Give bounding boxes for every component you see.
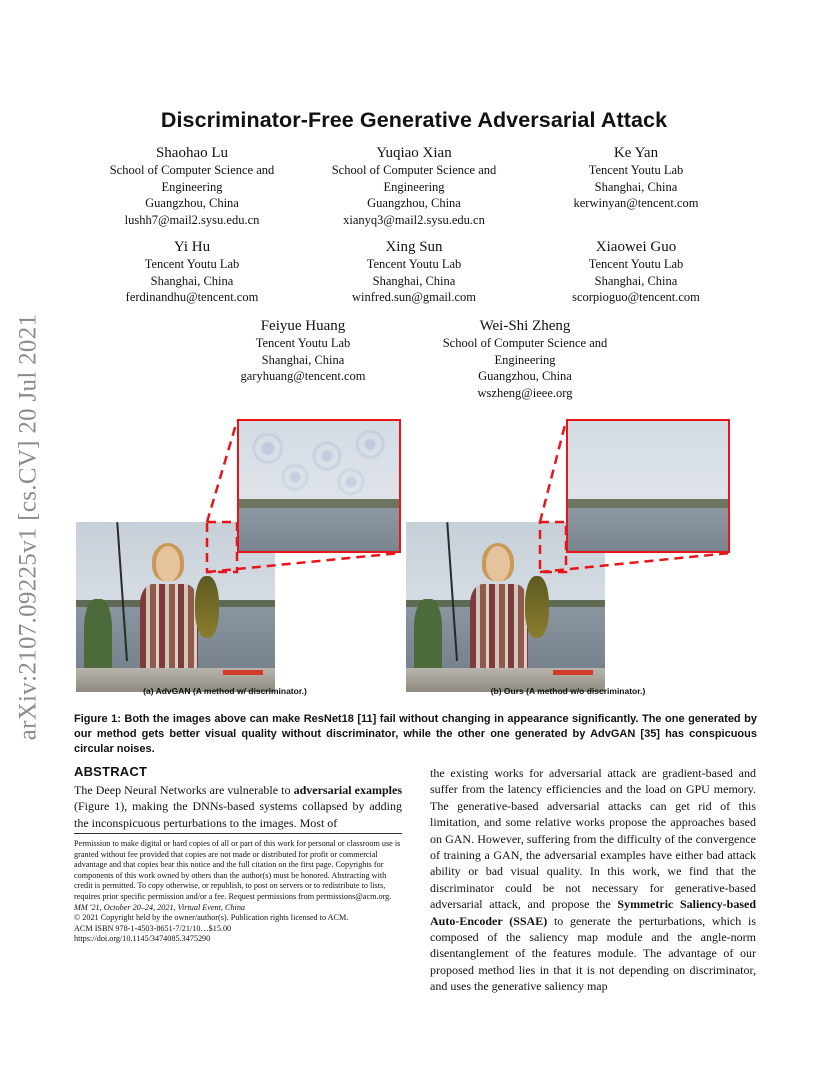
author-name: Wei-Shi Zheng — [479, 318, 571, 334]
author-affiliation: Engineering — [383, 179, 445, 194]
author-affiliation: Tencent Youtu Lab — [144, 257, 240, 271]
author-affiliation: Tencent Youtu Lab — [366, 257, 462, 271]
author-location: Shanghai, China — [594, 179, 678, 194]
author-block — [516, 238, 756, 306]
author-affiliation: Engineering — [161, 179, 223, 194]
venue-line: MM '21, October 20–24, 2021, Virtual Event, China — [74, 902, 246, 912]
abstract-right-column — [430, 765, 756, 995]
author-email: garyhuang@tencent.com — [240, 369, 366, 383]
author-block — [405, 317, 645, 401]
author-affiliation: School of Computer Science and — [442, 336, 608, 350]
author-affiliation: School of Computer Science and — [109, 163, 275, 177]
zoom-source-box-ours — [540, 522, 566, 572]
zoom-source-box-advgan — [207, 522, 237, 572]
author-block — [72, 144, 312, 228]
author-affiliation: Tencent Youtu Lab — [588, 257, 684, 271]
zoom-connectors — [0, 412, 828, 702]
doi-link[interactable]: https://doi.org/10.1145/3474085.3475290 — [74, 934, 211, 944]
author-email: winfred.sun@gmail.com — [352, 290, 476, 304]
author-location: Shanghai, China — [372, 273, 456, 288]
connector-line — [207, 421, 237, 522]
author-email: lushh7@mail2.sysu.edu.cn — [124, 212, 260, 227]
author-email: ferdinandhu@tencent.com — [125, 290, 259, 304]
connector-line — [540, 421, 566, 522]
subcaption-b: (b) Ours (A method w/o discriminator.) — [490, 686, 646, 696]
figure-1 — [0, 412, 828, 702]
author-name: Shaohao Lu — [155, 145, 229, 161]
abstract-left-column — [74, 782, 402, 831]
permission-block — [74, 839, 402, 945]
footnote-rule — [74, 833, 402, 834]
permission-text: Permission to make digital or hard copies of all or part of this work for personal or classroom use is granted without fee provided that copies are not made or distributed for profit or commercial advantage and that copies bear this notice and the full citation on the first page. Copyrights for components of this work owned by others than the author(s) must be honored. Abstracting with credit is permitted. To copy otherwise, or republish, to post on servers or to redistribute to lists, requires prior specific permission and/or a fee. Request permissions from permissions@acm.org. — [74, 839, 401, 901]
author-email: wszheng@ieee.org — [477, 385, 573, 400]
abstract-heading: ABSTRACT — [74, 764, 148, 779]
abstract-text: The Deep Neural Networks are vulnerable to — [74, 783, 294, 797]
abstract-text: to generate the perturbations, which is composed of the saliency map module and the angle-norm disentanglement of the features module. The advantage of our proposed method lies in that it is not depending on discriminator, and uses the generative saliency map — [430, 913, 756, 994]
author-affiliation: Tencent Youtu Lab — [255, 336, 351, 350]
author-name: Xiaowei Guo — [595, 239, 677, 255]
author-block — [516, 144, 756, 212]
isbn-line: ACM ISBN 978-1-4503-8651-7/21/10…$15.00 — [74, 923, 232, 933]
author-affiliation: Tencent Youtu Lab — [588, 163, 684, 177]
author-block — [294, 238, 534, 306]
abstract-text: the existing works for adversarial attack are gradient-based and suffer from the latency efficiencies and the load on GPU memory. The generative-based adversarial attacks can get rid of this limitation, and some relative works propose the approaches based on GAN. However, suffering from the difficulty of the convergence of training a GAN, the adversarial examples have either bad attack ability or bad visual quality. In this work, we find that the discriminator could be not necessary for generative-based adversarial attack, and propose the — [430, 766, 756, 912]
paper-title: Discriminator-Free Generative Adversarial Attack — [160, 108, 668, 132]
arxiv-stamp-text: arXiv:2107.09225v1 [cs.CV] 20 Jul 2021 — [14, 313, 41, 741]
author-name: Yuqiao Xian — [376, 145, 452, 161]
author-affiliation: Engineering — [494, 352, 556, 367]
author-location: Guangzhou, China — [478, 369, 572, 383]
author-email: scorpioguo@tencent.com — [572, 290, 700, 304]
figure-caption: Figure 1: Both the images above can make ResNet18 [11] fail without changing in appearance significantly. The one generated by our method gets better visual quality without discriminator, while the other one generated by AdvGAN [35] has conspicuous circular noises. — [74, 713, 757, 755]
author-location: Shanghai, China — [594, 273, 678, 288]
author-location: Guangzhou, China — [145, 196, 239, 210]
abstract-emphasis: adversarial examples — [293, 783, 402, 797]
author-email: xianyq3@mail2.sysu.edu.cn — [343, 212, 485, 227]
author-affiliation: School of Computer Science and — [331, 163, 497, 177]
abstract-text: (Figure 1), making the DNNs-based systems collapsed by adding the inconspicuous perturbations to the images. Most of — [74, 799, 402, 830]
connector-line — [540, 553, 730, 572]
author-block — [294, 144, 534, 228]
author-location: Guangzhou, China — [367, 196, 461, 210]
author-name: Ke Yan — [613, 145, 659, 161]
author-location: Shanghai, China — [150, 273, 234, 288]
author-block — [72, 238, 312, 306]
abstract-emphasis: Symmetric Saliency-based Auto-Encoder (SSAE) — [430, 897, 756, 928]
author-name: Yi Hu — [173, 239, 211, 255]
author-block — [183, 317, 423, 385]
author-name: Feiyue Huang — [260, 318, 346, 334]
copyright-line: © 2021 Copyright held by the owner/author(s). Publication rights licensed to ACM. — [74, 913, 349, 923]
author-name: Xing Sun — [385, 239, 443, 255]
author-location: Shanghai, China — [261, 352, 345, 367]
subcaption-a: (a) AdvGAN (A method w/ discriminator.) — [143, 686, 307, 696]
author-email: kerwinyan@tencent.com — [573, 196, 699, 210]
